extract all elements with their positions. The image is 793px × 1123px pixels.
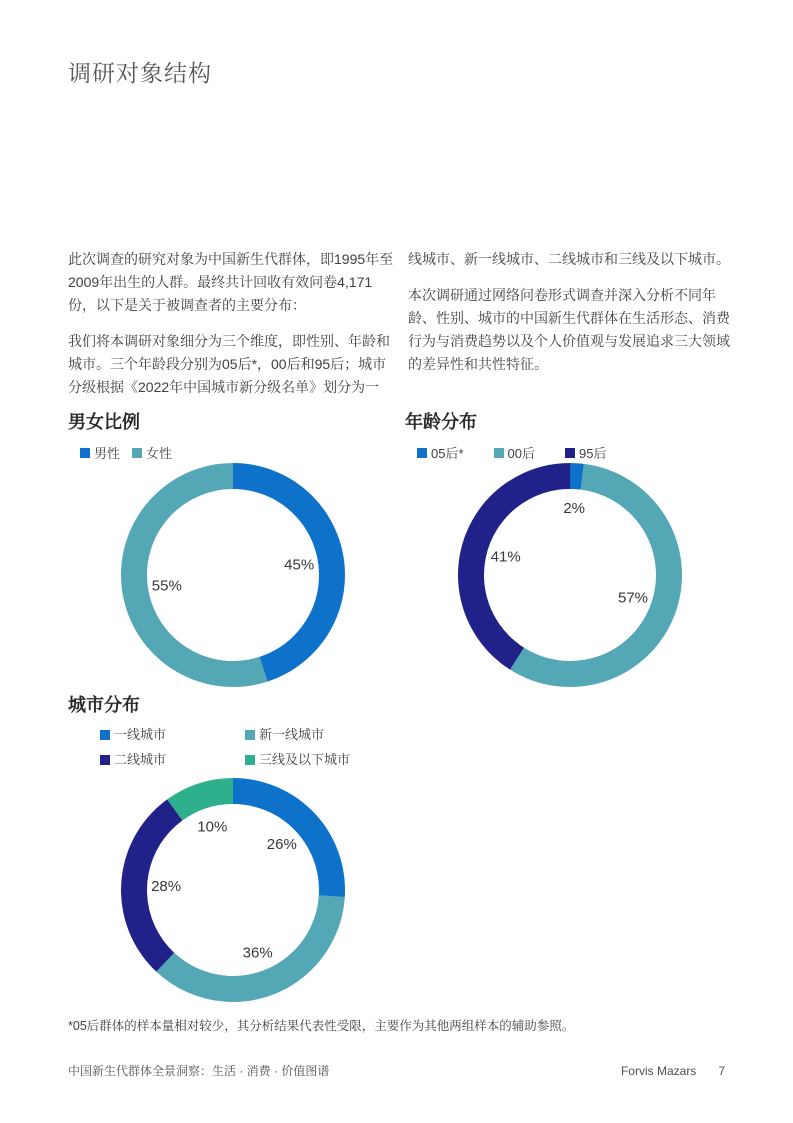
legend-item	[100, 749, 245, 771]
legend-label: 新一线城市	[259, 727, 325, 742]
chart-legend	[100, 724, 405, 771]
legend-item	[100, 724, 245, 746]
intro-paragraph: 线城市、新一线城市、二线城市和三线及以下城市。	[408, 251, 730, 267]
slice-value-label: 2%	[563, 500, 586, 518]
legend-item	[245, 749, 405, 771]
donut-chart	[118, 460, 348, 690]
intro-paragraph: 此次调查的研究对象为中国新生代群体，即1995年至2009年出生的人群。最终共计回收有效问卷4,171份，以下是关于被调查者的主要分布：	[68, 251, 394, 313]
intro-paragraph: 本次调研通过网络问卷形式调查并深入分析不同年龄、性别、城市的中国新生代群体在生活形态、消费行为与消费趋势以及个人价值观与发展追求三大领域的差异性和共性特征。	[408, 287, 730, 372]
legend-swatch	[417, 448, 427, 458]
chart-age	[405, 408, 742, 693]
legend-swatch	[245, 730, 255, 740]
legend-swatch	[100, 755, 110, 765]
intro-paragraph: 我们将本调研对象细分为三个维度，即性别、年龄和城市。三个年龄段分别为05后*，00后和95后；城市分级根据《2022年中国城市新分级名单》划分为一	[68, 333, 390, 395]
footer-brand: Forvis Mazars	[620, 1064, 697, 1078]
intro-text	[68, 248, 734, 412]
intro-left-column	[68, 248, 394, 412]
footnote: *05后群体的样本量相对较少，其分析结果代表性受限，主要作为其他两组样本的辅助参照。	[68, 1019, 575, 1033]
legend-swatch	[245, 755, 255, 765]
chart-title: 男女比例	[68, 412, 140, 432]
donut-slice	[118, 460, 348, 690]
legend-label: 女性	[146, 446, 173, 461]
legend-label: 05后*	[431, 446, 464, 461]
chart-gender	[68, 408, 405, 693]
footer-right	[621, 1064, 725, 1078]
chart-city	[68, 691, 405, 1013]
legend-label: 男性	[94, 446, 121, 461]
chart-title: 城市分布	[68, 695, 140, 715]
legend-swatch	[100, 730, 110, 740]
slice-value-label: 57%	[617, 589, 649, 607]
legend-item	[245, 724, 405, 746]
page-title: 调研对象结构	[68, 60, 212, 86]
chart-title: 年龄分布	[405, 412, 477, 432]
slice-value-label: 55%	[151, 577, 182, 595]
legend-label: 95后	[579, 446, 607, 461]
slice-value-label: 36%	[242, 944, 273, 962]
donut-wrap	[118, 460, 348, 690]
legend-swatch	[565, 448, 575, 458]
donut-chart	[455, 460, 685, 690]
legend-item	[80, 443, 120, 462]
donut-slice	[455, 460, 685, 690]
slice-value-label: 41%	[490, 548, 521, 566]
slice-value-label: 26%	[266, 836, 297, 854]
slice-value-label: 10%	[197, 818, 228, 836]
legend-label: 一线城市	[114, 727, 167, 742]
legend-label: 二线城市	[114, 752, 167, 767]
legend-swatch	[494, 448, 504, 458]
footer-report-title: 中国新生代群体全景洞察：生活 · 消费 · 价值图谱	[68, 1064, 330, 1078]
intro-right-column	[408, 248, 734, 412]
donut-chart	[118, 775, 348, 1005]
donut-wrap	[118, 775, 348, 1005]
legend-swatch	[132, 448, 142, 458]
donut-wrap	[455, 460, 685, 690]
page-footer	[68, 1062, 725, 1079]
legend-swatch	[80, 448, 90, 458]
legend-label: 00后	[507, 446, 535, 461]
footer-page-number: 7	[718, 1064, 725, 1078]
legend-label: 三线及以下城市	[259, 752, 351, 767]
slice-value-label: 45%	[284, 556, 315, 574]
slice-value-label: 28%	[151, 877, 182, 895]
